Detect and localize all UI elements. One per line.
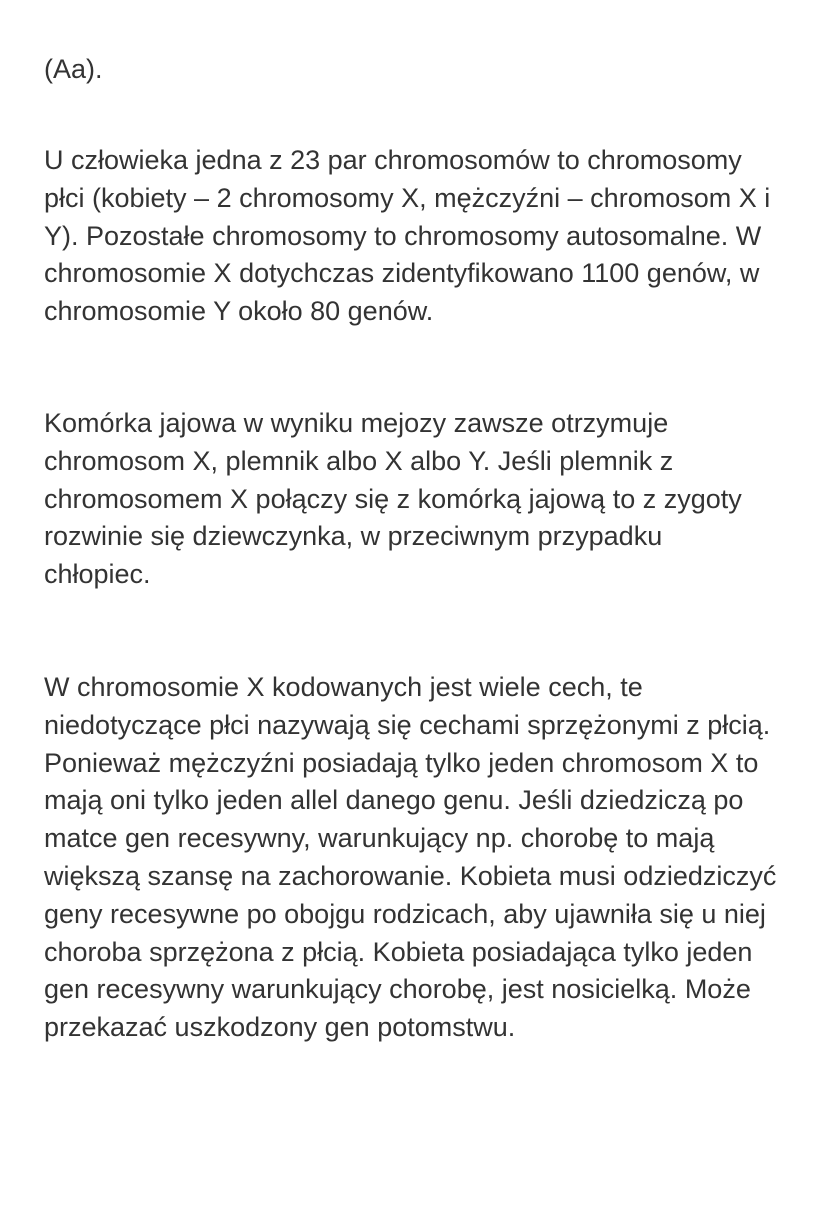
text-line: gen recesywny warunkujący chorobę, jest nosicielką. Może bbox=[44, 974, 751, 1005]
text-line: rozwinie się dziewczynka, w przeciwnym przypadku bbox=[44, 521, 663, 552]
text-line: chromosomie X dotychczas zidentyfikowano 1100 genów, w bbox=[44, 258, 760, 289]
paragraph-sex-determination bbox=[44, 405, 742, 594]
text-line: Y). Pozostałe chromosomy to chromosomy autosomalne. W bbox=[44, 220, 762, 251]
text-line: chromosom X, plemnik albo X albo Y. Jeśli plemnik z bbox=[44, 445, 674, 476]
text-line: matce gen recesywny, warunkujący np. chorobę to mają bbox=[44, 823, 715, 854]
text-line: przekazać uszkodzony gen potomstwu. bbox=[44, 1012, 516, 1043]
text-line: Ponieważ mężczyźni posiadają tylko jeden chromosom X to bbox=[44, 747, 759, 778]
text-line: geny recesywne po obojgu rodzicach, aby ujawniła się u niej bbox=[44, 898, 766, 929]
text-line: płci (kobiety – 2 chromosomy X, mężczyźni – chromosom X i bbox=[44, 182, 771, 213]
text-line: choroba sprzężona z płcią. Kobieta posiadająca tylko jeden bbox=[44, 936, 753, 967]
text-line: chromosomem X połączy się z komórką jajową to z zygoty bbox=[44, 483, 742, 514]
text-line: chłopiec. bbox=[44, 559, 151, 590]
paragraph-sex-linked-traits bbox=[44, 669, 776, 1047]
paragraph-sex-chromosomes bbox=[44, 142, 770, 331]
text-line: chromosomie Y około 80 genów. bbox=[44, 296, 434, 327]
text-line: U człowieka jedna z 23 par chromosomów to chromosomy bbox=[44, 145, 742, 175]
text-line: większą szansę na zachorowanie. Kobieta musi odziedziczyć bbox=[44, 860, 777, 891]
paragraph-fragment bbox=[44, 51, 103, 89]
text-line: Komórka jajowa w wyniku mejozy zawsze otrzymuje bbox=[44, 408, 669, 438]
text-line: W chromosomie X kodowanych jest wiele cech, te bbox=[44, 672, 643, 702]
text-line: niedotyczące płci nazywają się cechami sprzężonymi z płcią. bbox=[44, 709, 771, 740]
text-line: (Aa). bbox=[44, 54, 103, 84]
text-line: mają oni tylko jeden allel danego genu. Jeśli dziedziczą po bbox=[44, 785, 744, 816]
